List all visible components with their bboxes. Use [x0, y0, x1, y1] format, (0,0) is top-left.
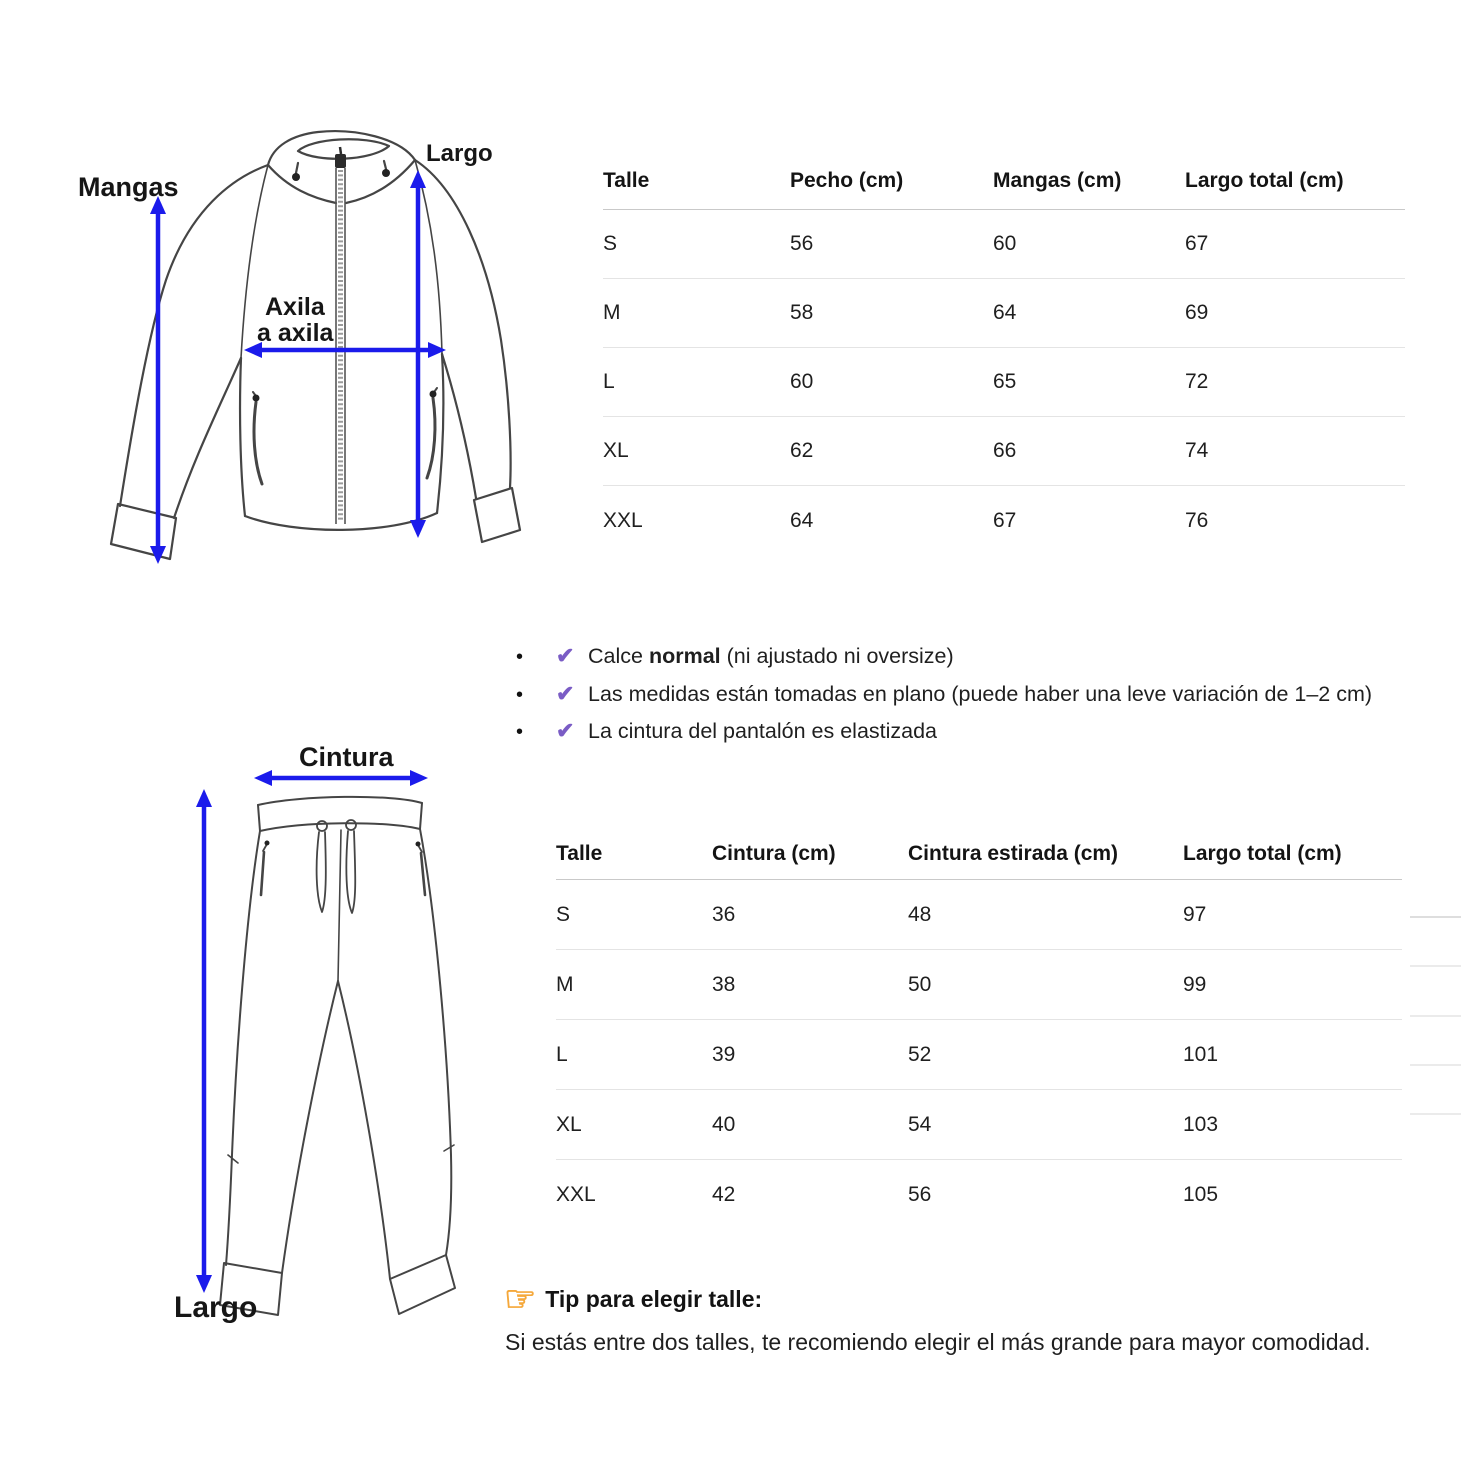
note-text: La cintura del pantalón es elastizada: [588, 719, 938, 743]
table-cell: 66: [993, 439, 1017, 462]
table-cell: 105: [1183, 1183, 1219, 1206]
page-edge-divider: [1410, 1064, 1461, 1066]
table-cell: 36: [712, 902, 736, 926]
note-text: Calce normal (ni ajustado ni oversize): [588, 644, 954, 668]
table-row: [556, 1020, 1402, 1090]
note-item: [516, 643, 1372, 681]
table-row: [603, 348, 1405, 417]
table-cell: 39: [712, 1042, 736, 1066]
largo-arrow: [410, 170, 426, 538]
table-row: [556, 1090, 1402, 1160]
column-header: Pecho (cm): [790, 169, 904, 192]
column-header: Talle: [556, 842, 603, 865]
column-header: Cintura estirada (cm): [908, 842, 1119, 865]
table-row: [603, 210, 1405, 279]
table-header-row: [556, 838, 1402, 880]
column-header: Talle: [603, 169, 650, 192]
tip-header: [504, 1278, 763, 1319]
table-row: [556, 950, 1402, 1020]
table-cell: 65: [993, 370, 1017, 393]
mangas-arrow: [150, 196, 166, 564]
bullet-icon: •: [516, 683, 524, 706]
table-cell: 52: [908, 1042, 932, 1066]
axila-a-axila-label: Axila a axila: [257, 293, 334, 347]
table-cell: M: [603, 301, 621, 324]
table-cell: 56: [790, 232, 814, 255]
column-header: Mangas (cm): [993, 169, 1122, 192]
table-cell: 40: [712, 1112, 736, 1136]
table-cell: 60: [993, 232, 1017, 255]
table-cell: 54: [908, 1112, 932, 1136]
tip-body: Si estás entre dos talles, te recomiendo elegir el más grande para mayor comodidad.: [505, 1329, 1371, 1355]
page-edge-divider: [1410, 965, 1461, 967]
table-cell: 74: [1185, 439, 1209, 462]
page-edge-divider: [1410, 1015, 1461, 1017]
note-item: [516, 718, 1372, 756]
table-cell: XXL: [556, 1183, 596, 1206]
table-cell: XL: [603, 439, 629, 462]
table-cell: 48: [908, 902, 932, 926]
table-row: [556, 1160, 1402, 1230]
table-cell: XXL: [603, 508, 643, 532]
zipper: [335, 147, 346, 524]
cintura-label: Cintura: [299, 742, 394, 772]
table-cell: 38: [712, 972, 736, 996]
table-cell: 99: [1183, 972, 1207, 996]
bullet-icon: •: [516, 721, 524, 743]
jacket-largo-label: Largo: [426, 140, 493, 167]
table-cell: S: [603, 232, 618, 255]
page-edge-divider: [1410, 1113, 1461, 1115]
bullet-icon: •: [516, 646, 524, 668]
table-cell: M: [556, 972, 574, 996]
tip-title: Tip para elegir talle:: [545, 1285, 763, 1312]
table-cell: 62: [790, 439, 814, 462]
pants-size-table: [556, 838, 1402, 1230]
table-cell: 42: [712, 1183, 736, 1206]
note-text: Las medidas están tomadas en plano (puede haber una leve variación de 1–2 cm): [588, 681, 1373, 706]
table-cell: S: [556, 902, 571, 926]
column-header: Largo total (cm): [1185, 169, 1344, 192]
note-item: [516, 681, 1372, 719]
pants-line-drawing: [170, 735, 560, 1325]
table-cell: 67: [993, 508, 1017, 532]
table-cell: L: [556, 1042, 568, 1066]
table-cell: 72: [1185, 370, 1209, 393]
table-cell: 101: [1183, 1042, 1219, 1066]
fit-notes: [516, 643, 1372, 756]
column-header: Cintura (cm): [712, 842, 836, 865]
table-cell: 64: [993, 301, 1017, 324]
table-cell: 60: [790, 370, 814, 393]
table-cell: 56: [908, 1183, 932, 1206]
check-icon: ✔: [556, 643, 575, 668]
table-row: [603, 417, 1405, 486]
column-header: Largo total (cm): [1183, 842, 1342, 865]
pointing-hand-icon: ☞: [504, 1278, 537, 1319]
table-cell: 64: [790, 508, 814, 532]
mangas-label: Mangas: [78, 172, 179, 202]
table-row: [603, 279, 1405, 348]
page-edge-divider: [1410, 916, 1461, 918]
table-header-row: [603, 163, 1405, 210]
check-icon: ✔: [556, 718, 575, 743]
table-cell: L: [603, 370, 615, 393]
table-cell: 67: [1185, 232, 1209, 255]
zipper-pulls: [265, 841, 421, 847]
table-cell: 50: [908, 972, 932, 996]
table-cell: 69: [1185, 301, 1209, 324]
check-icon: ✔: [556, 680, 575, 706]
pants-largo-arrow: [196, 789, 212, 1293]
table-row: [603, 486, 1405, 555]
table-cell: 97: [1183, 902, 1207, 926]
pants-largo-label: Largo: [174, 1291, 258, 1324]
table-cell: 58: [790, 301, 814, 324]
table-cell: 76: [1185, 508, 1209, 532]
jacket-size-table: [603, 163, 1405, 555]
table-cell: 103: [1183, 1112, 1219, 1136]
table-row: [556, 880, 1402, 950]
table-cell: XL: [556, 1112, 582, 1136]
